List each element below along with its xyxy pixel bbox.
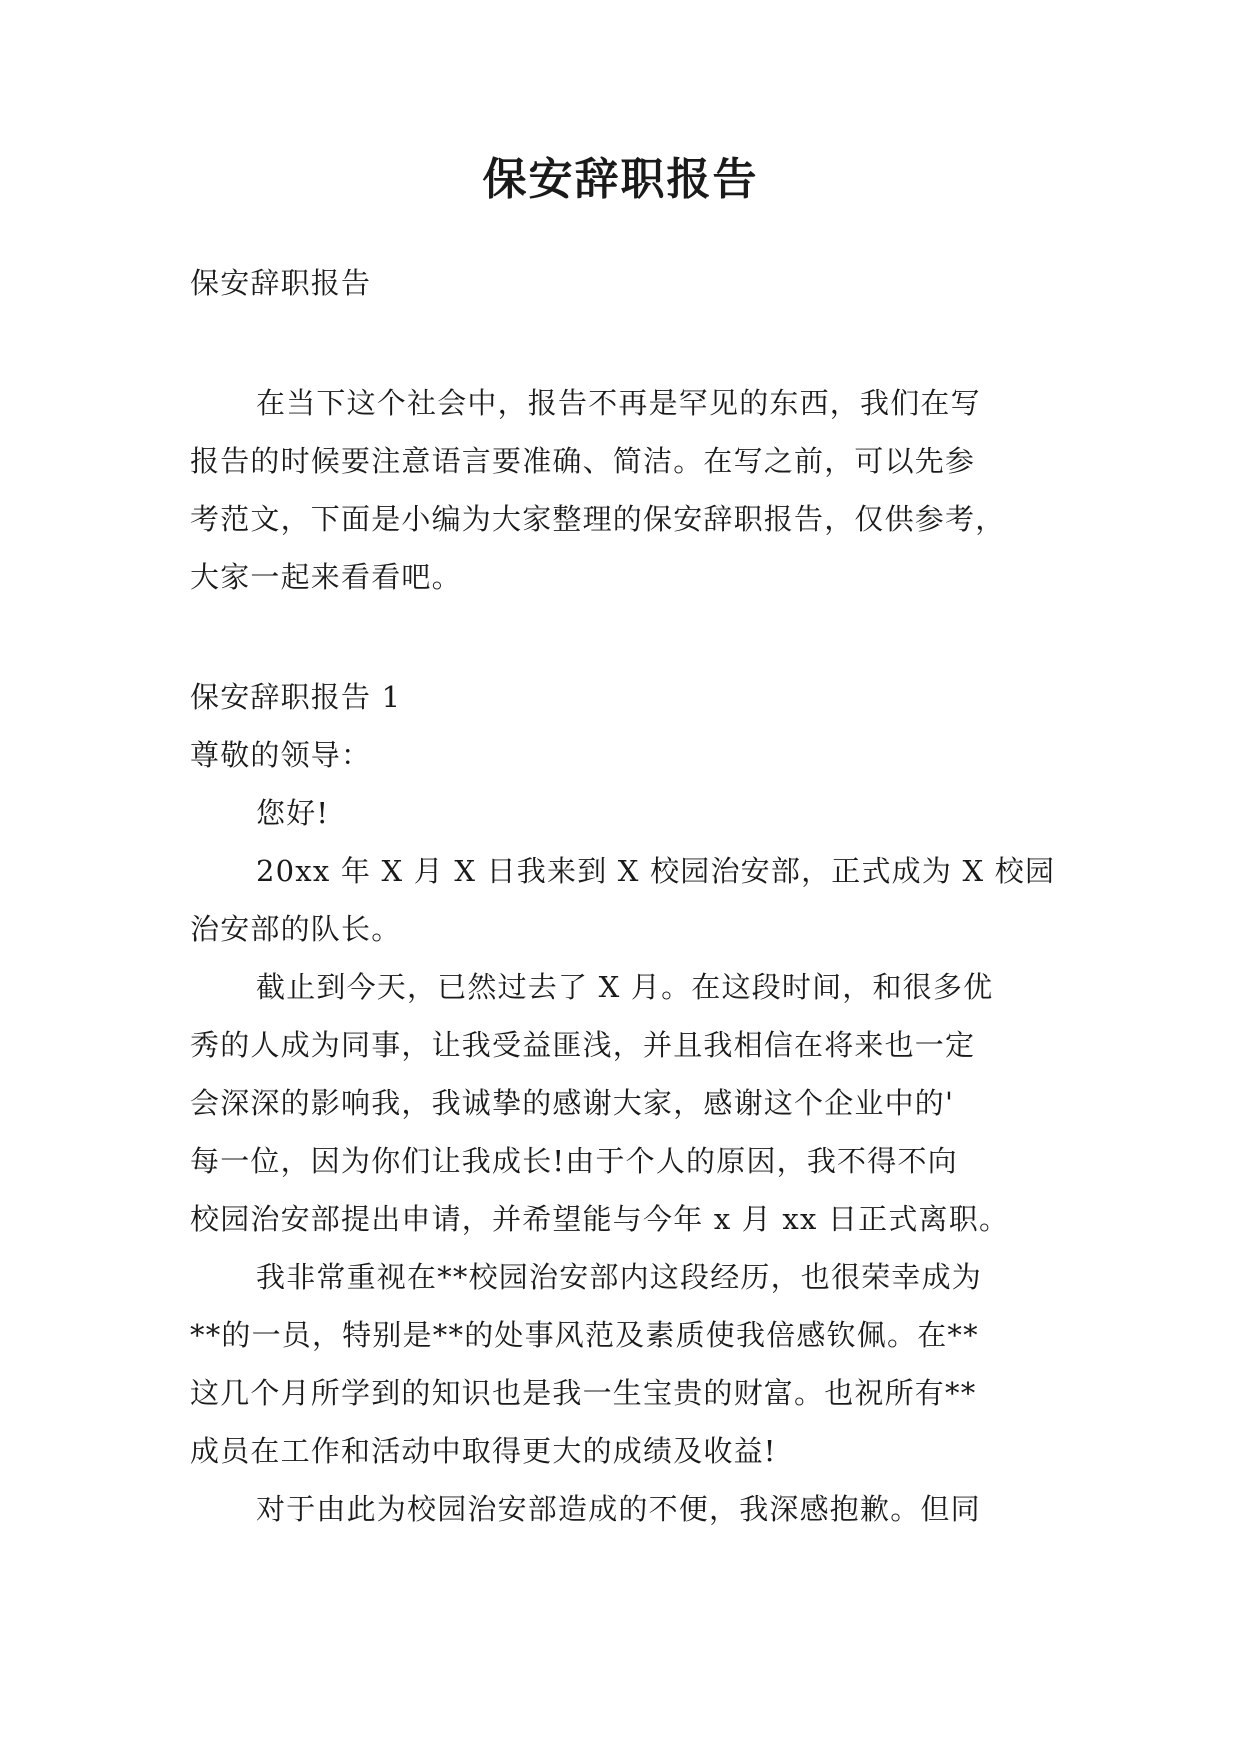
paragraph-line: 会深深的影响我，我诚挚的感谢大家，感谢这个企业中的' [190,1086,955,1120]
paragraph-line: 20xx 年 X 月 X 日我来到 X 校园治安部，正式成为 X 校园 [256,854,1056,888]
paragraph-line: 成员在工作和活动中取得更大的成绩及收益! [190,1434,777,1468]
paragraph-line: 保安辞职报告 1 [190,680,402,714]
paragraph-line: 每一位，因为你们让我成长!由于个人的原因，我不得不向 [190,1144,958,1178]
paragraph-line: 这几个月所学到的知识也是我一生宝贵的财富。也祝所有** [190,1376,977,1410]
paragraph-line: 在当下这个社会中，报告不再是罕见的东西，我们在写 [256,386,981,420]
paragraph-line: 治安部的队长。 [190,912,402,946]
paragraph-line: 校园治安部提出申请，并希望能与今年 x 月 xx 日正式离职。 [190,1202,1010,1236]
paragraph-line: 保安辞职报告 [190,266,372,300]
paragraph-line: 尊敬的领导： [190,738,372,772]
paragraph-line: 报告的时候要注意语言要准确、简洁。在写之前，可以先参 [190,444,976,478]
paragraph-line: **的一员，特别是**的处事风范及素质使我倍感钦佩。在** [190,1318,979,1352]
document-title: 保安辞职报告 [482,154,759,205]
paragraph-line: 截止到今天，已然过去了 X 月。在这段时间，和很多优 [256,970,994,1004]
paragraph-line: 大家一起来看看吧。 [190,560,462,594]
paragraph-line: 考范文，下面是小编为大家整理的保安辞职报告，仅供参考， [190,502,1006,536]
paragraph-line: 我非常重视在**校园治安部内这段经历，也很荣幸成为 [256,1260,983,1294]
paragraph-line: 秀的人成为同事，让我受益匪浅，并且我相信在将来也一定 [190,1028,976,1062]
paragraph-line: 对于由此为校园治安部造成的不便，我深感抱歉。但同 [256,1492,981,1526]
paragraph-line: 您好! [256,796,330,830]
